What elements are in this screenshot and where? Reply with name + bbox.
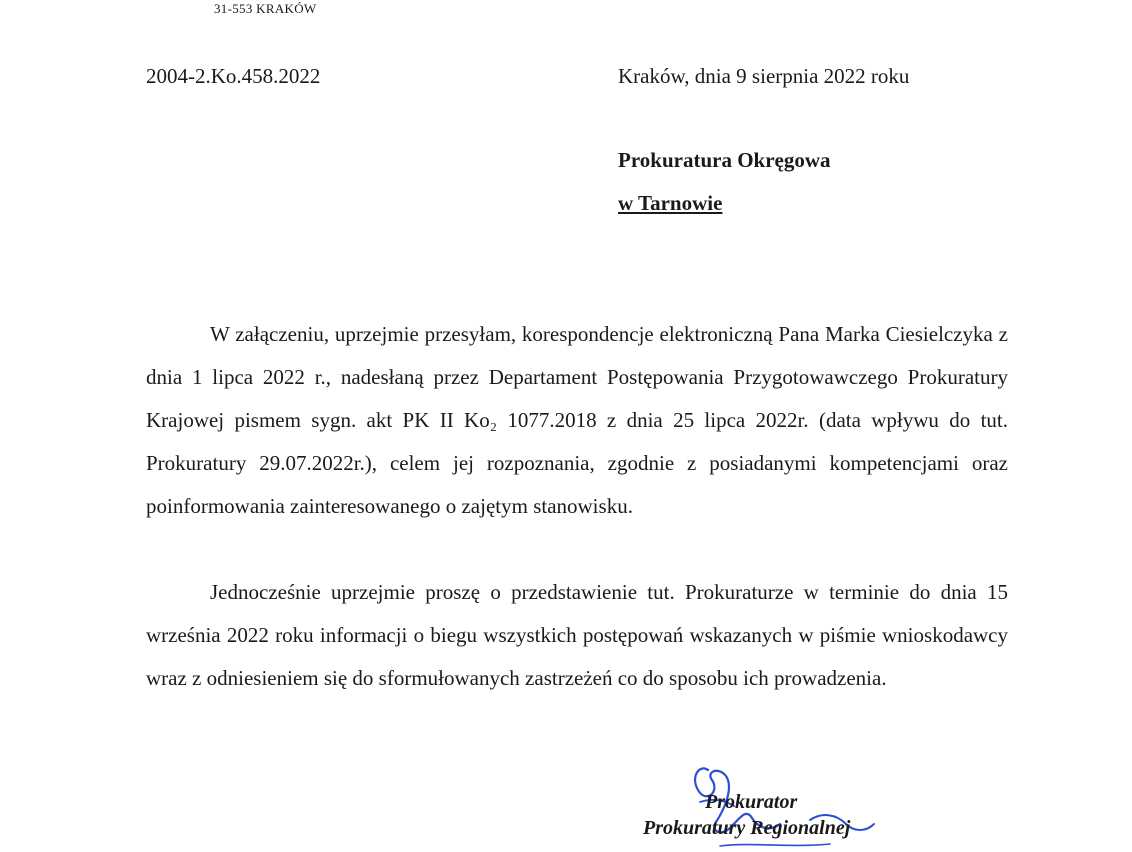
- case-reference-number: 2004-2.Ko.458.2022: [146, 64, 321, 88]
- letter-body-paragraph-1: [146, 313, 1008, 528]
- place-and-date: Kraków, dnia 9 sierpnia 2022 roku: [618, 64, 910, 88]
- recipient-name: Prokuratura Okręgowa: [618, 148, 831, 172]
- letterhead-address: 31-553 KRAKÓW: [214, 1, 317, 16]
- letter-body-paragraph-2: [146, 571, 1008, 700]
- paragraph-text: Jednocześnie uprzejmie proszę o przedstawienie tut. Prokuraturze w terminie do dnia 15 września 2022 roku informacji o biegu wszystkich postępowań wskazanych w piśmie wnioskodawcy wraz z odniesieniem się do sformułowanych zastrzeżeń co do sposobu ich prowadzenia.: [146, 580, 1008, 690]
- signatory-title: Prokurator: [705, 791, 798, 813]
- signatory-office: Prokuratury Regionalnej: [643, 817, 851, 839]
- recipient-city: w Tarnowie: [618, 191, 723, 215]
- paragraph-text: W załączeniu, uprzejmie przesyłam, korespondencje elektroniczną Pana Marka Ciesielczyka z dnia 1 lipca 2022 r., nadesłaną przez Departament Postępowania Przygotowawczego Prokuratury Krajowej pismem sygn. akt PK II Ko₂ 1077.2018 z dnia 25 lipca 2022r. (data wpływu do tut. Prokuratury 29.07.2022r.), celem jej rozpoznania, zgodnie z posiadanymi kompetencjami oraz poinformowania zainteresowanego o zajętym stanowisku.: [146, 322, 1008, 518]
